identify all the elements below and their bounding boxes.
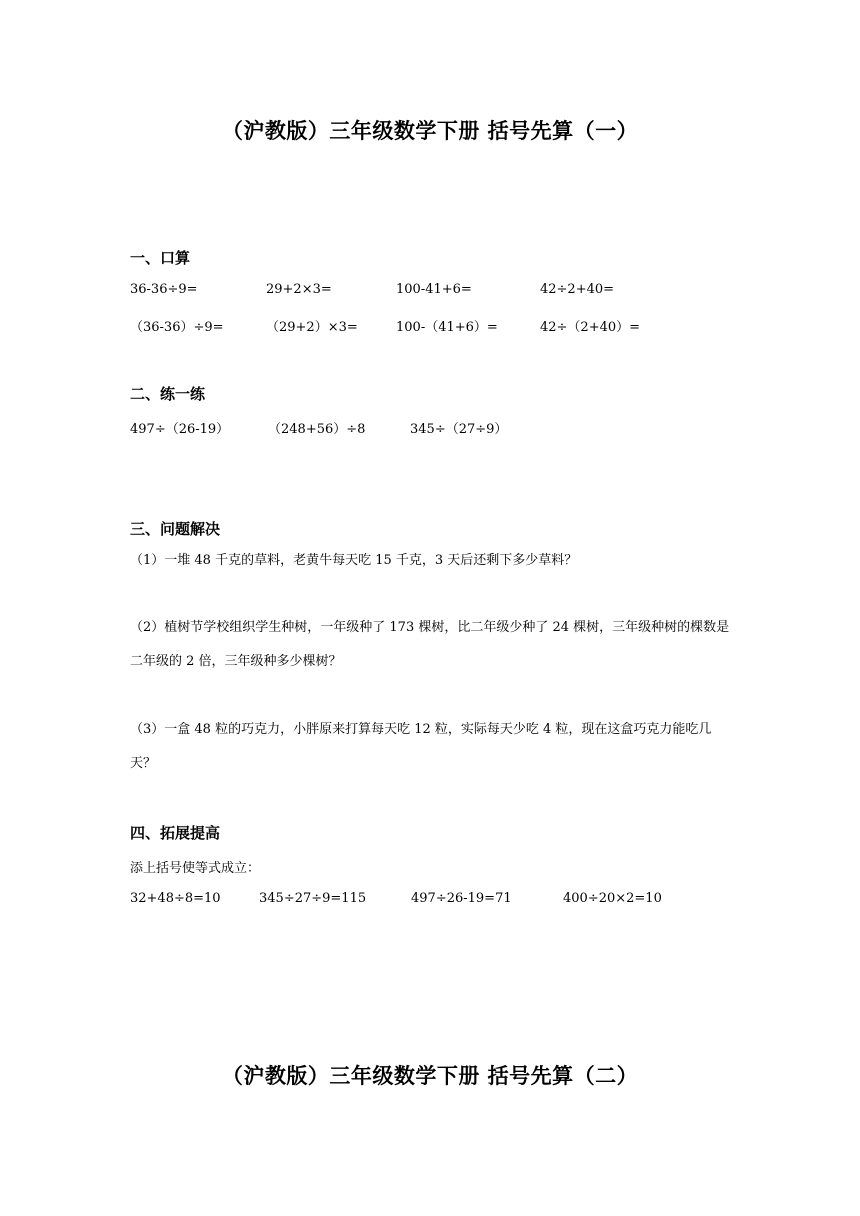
extension-item: 497÷26-19=71 (411, 891, 512, 906)
section-heading-problems: 三、问题解决 (130, 520, 221, 538)
oral-item: （29+2）×3= (266, 320, 358, 335)
page-title: （沪教版）三年级数学下册 括号先算（一） (221, 119, 639, 143)
section-heading-practice: 二、练一练 (130, 385, 206, 403)
practice-item: 497÷（26-19） (130, 422, 230, 437)
problem-3: （3）一盒 48 粒的巧克力，小胖原来打算每天吃 12 粒，实际每天少吃 4 粒，现在这盒巧克力能吃几天？ (130, 722, 712, 771)
practice-item: （248+56）÷8 (268, 422, 366, 437)
extension-instruction: 添上括号使等式成立： (130, 861, 261, 876)
oral-item: 100-41+6= (396, 282, 472, 297)
section-heading-oral: 一、口算 (130, 249, 191, 267)
oral-item: 100-（41+6）= (396, 320, 498, 335)
problem-2: （2）植树节学校组织学生种树，一年级种了 173 棵树，比二年级少种了 24 棵树，三年级种树的棵数是二年级的 2 倍，三年级种多少棵树？ (130, 620, 730, 669)
practice-item: 345÷（27÷9） (410, 422, 508, 437)
oral-item: 36-36÷9= (130, 282, 198, 297)
extension-item: 400÷20×2=10 (563, 891, 662, 906)
extension-item: 345÷27÷9=115 (259, 891, 367, 906)
section-heading-extension: 四、拓展提高 (130, 824, 221, 842)
oral-item: 42÷（2+40）= (540, 320, 641, 335)
oral-item: 29+2×3= (266, 282, 332, 297)
oral-item: （36-36）÷9= (130, 320, 224, 335)
page-title-second: （沪教版）三年级数学下册 括号先算（二） (221, 1064, 639, 1088)
extension-item: 32+48÷8=10 (130, 891, 221, 906)
oral-item: 42÷2+40= (540, 282, 615, 297)
problem-1: （1）一堆 48 千克的草料，老黄牛每天吃 15 千克，3 天后还剩下多少草料？ (130, 553, 578, 568)
